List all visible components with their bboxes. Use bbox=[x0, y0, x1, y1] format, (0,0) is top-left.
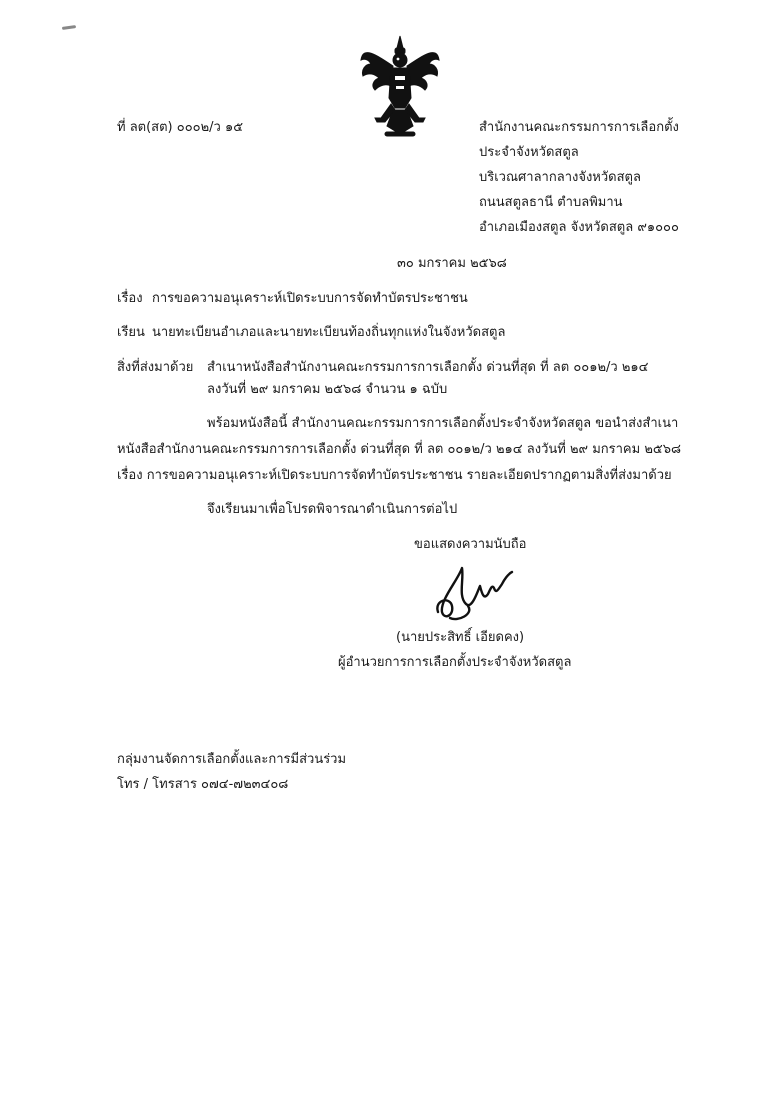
enclosure-line: ลงวันที่ ๒๙ มกราคม ๒๕๖๘ จำนวน ๑ ฉบับ bbox=[207, 382, 448, 397]
subject-text: การขอความอนุเคราะห์เปิดระบบการจัดทำบัตรประชาชน bbox=[152, 291, 468, 306]
sender-address-line: สำนักงานคณะกรรมการการเลือกตั้ง bbox=[479, 120, 679, 135]
reference-number: ที่ ลต(สต) ๐๐๐๒/ว ๑๕ bbox=[117, 120, 244, 135]
enclosure-label: สิ่งที่ส่งมาด้วย bbox=[117, 360, 194, 375]
footer-phone: โทร / โทรสาร ๐๗๔-๗๒๓๔๐๘ bbox=[117, 777, 289, 792]
scan-speck bbox=[62, 25, 76, 30]
body-paragraph-line: หนังสือสำนักงานคณะกรรมการการเลือกตั้ง ด่วนที่สุด ที่ ลต ๐๐๑๒/ว ๒๑๔ ลงวันที่ ๒๙ มกราคม ๒๕๖๘ bbox=[117, 442, 682, 457]
letter-date: ๓๐ มกราคม ๒๕๖๘ bbox=[397, 256, 507, 271]
sender-address-line: ประจำจังหวัดสตูล bbox=[479, 145, 579, 160]
body-paragraph-line: พร้อมหนังสือนี้ สำนักงานคณะกรรมการการเลือกตั้งประจำจังหวัดสตูล ขอนำส่งสำเนา bbox=[207, 416, 679, 431]
signer-name: (นายประสิทธิ์ เอียดคง) bbox=[396, 630, 525, 645]
closing-request: จึงเรียนมาเพื่อโปรดพิจารณาดำเนินการต่อไป bbox=[207, 502, 458, 517]
handwritten-signature bbox=[428, 560, 528, 626]
enclosure-line: สำเนาหนังสือสำนักงานคณะกรรมการการเลือกตั้ง ด่วนที่สุด ที่ ลต ๐๐๑๒/ว ๒๑๔ bbox=[207, 360, 649, 375]
footer-department: กลุ่มงานจัดการเลือกตั้งและการมีส่วนร่วม bbox=[117, 752, 347, 767]
signer-title: ผู้อำนวยการการเลือกตั้งประจำจังหวัดสตูล bbox=[338, 655, 572, 670]
subject-label: เรื่อง bbox=[117, 291, 143, 306]
recipient-text: นายทะเบียนอำเภอและนายทะเบียนท้องถิ่นทุกแห่งในจังหวัดสตูล bbox=[152, 325, 506, 340]
closing-salutation: ขอแสดงความนับถือ bbox=[414, 537, 527, 552]
garuda-emblem-icon bbox=[355, 34, 445, 144]
recipient-label: เรียน bbox=[117, 325, 145, 340]
sender-address-line: อำเภอเมืองสตูล จังหวัดสตูล ๙๑๐๐๐ bbox=[479, 220, 679, 235]
sender-address-line: บริเวณศาลากลางจังหวัดสตูล bbox=[479, 170, 641, 185]
sender-address-line: ถนนสตูลธานี ตำบลพิมาน bbox=[479, 195, 623, 210]
body-paragraph-line: เรื่อง การขอความอนุเคราะห์เปิดระบบการจัดทำบัตรประชาชน รายละเอียดปรากฏตามสิ่งที่ส่งมาด้วย bbox=[117, 468, 672, 483]
